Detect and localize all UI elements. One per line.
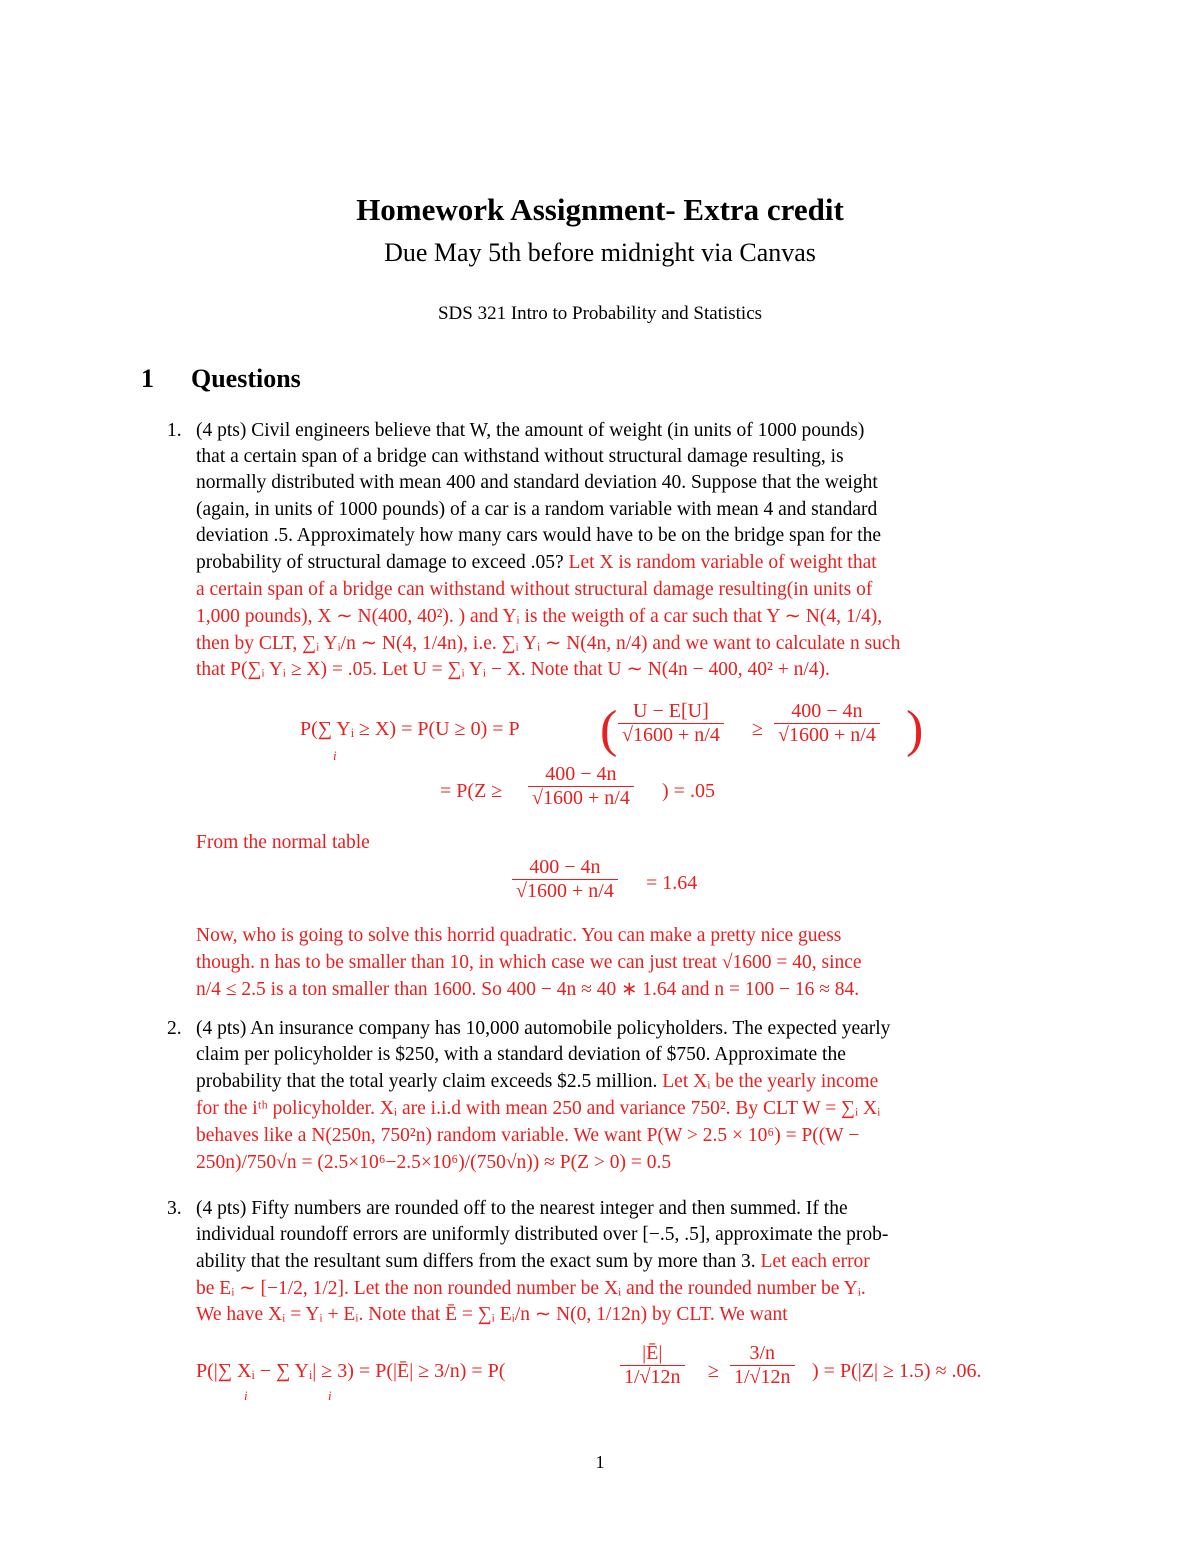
q3-answer-line-2: We have Xᵢ = Yᵢ + Eᵢ. Note that Ē = ∑ᵢ Eᵢ/n ∼ N(0, 1/12n) by CLT. We want <box>196 1304 788 1325</box>
q3-eq-fraction-2 <box>730 1342 795 1389</box>
course-name: SDS 321 Intro to Probability and Statistics <box>437 303 763 324</box>
q1-answer-start: Let X is random variable of weight that <box>563 552 877 573</box>
q3-eq-fraction-1 <box>620 1342 685 1389</box>
doc-subtitle: Due May 5th before midnight via Canvas <box>384 238 816 267</box>
q1-eq1-frac1-num: U − E[U] <box>618 700 724 724</box>
q1-line-6 <box>196 550 877 576</box>
q1-line-1: (4 pts) Civil engineers believe that W, the amount of weight (in units of 1000 pounds) <box>196 420 865 441</box>
q1-eq1-left: P(∑ Yᵢ ≥ X) = P(U ≥ 0) = P <box>300 718 520 740</box>
q2-answer-line-2: behaves like a N(250n, 750²n) random variable. We want P(W > 2.5 × 10⁶) = P((W − <box>196 1125 860 1146</box>
q3-eq-subscript-2: i <box>328 1388 332 1403</box>
q1-eq1-fraction-1 <box>618 700 724 747</box>
doc-title: Homework Assignment- Extra credit <box>356 192 844 227</box>
q1-line-3: normally distributed with mean 400 and standard deviation 40. Suppose that the weight <box>196 472 878 493</box>
q3-eq-frac1-num: |Ē| <box>620 1342 685 1366</box>
q3-number: 3. <box>167 1198 182 1219</box>
q1-eq2-frac-num: 400 − 4n <box>528 763 634 787</box>
q3-eq-frac1-den: 1/√12n <box>624 1366 681 1388</box>
q2-number: 2. <box>167 1018 182 1039</box>
q1-eq1-left-paren: ( <box>600 701 618 758</box>
q1-eq1-ge: ≥ <box>752 718 763 740</box>
q1-number: 1. <box>167 420 182 441</box>
q3-eq-subscript-1: i <box>244 1388 248 1403</box>
page-number: 1 <box>595 1452 605 1472</box>
q1-eq2-frac-den: √1600 + n/4 <box>532 787 630 809</box>
q2-answer-start: Let Xᵢ be the yearly income <box>657 1071 879 1092</box>
q3-line-2: individual roundoff errors are uniformly distributed over [−.5, .5], approximate the prob- <box>196 1224 889 1245</box>
q3-eq-frac2-num: 3/n <box>730 1342 795 1366</box>
q1-answer-line-4: that P(∑ᵢ Yᵢ ≥ X) = .05. Let U = ∑ᵢ Yᵢ − X. Note that U ∼ N(4n − 400, 40² + n/4). <box>196 659 830 680</box>
q3-eq-frac2-den: 1/√12n <box>734 1366 791 1388</box>
q3-answer-line-1: be Eᵢ ∼ [−1/2, 1/2]. Let the non rounded number be Xᵢ and the rounded number be Yᵢ. <box>196 1278 866 1299</box>
q1-eq1-frac1-den: √1600 + n/4 <box>622 724 720 746</box>
q1-eq3-den: √1600 + n/4 <box>516 880 614 902</box>
q3-line-3 <box>196 1249 870 1275</box>
q1-final-line-3: n/4 ≤ 2.5 is a ton smaller than 1600. So 400 − 4n ≈ 40 ∗ 1.64 and n = 100 − 16 ≈ 84. <box>196 979 860 1000</box>
q3-answer-start: Let each error <box>755 1251 870 1272</box>
q1-final-line-2: though. n has to be smaller than 10, in which case we can just treat √1600 = 40, since <box>196 952 862 973</box>
q2-answer-line-3: 250n)/750√n = (2.5×10⁶−2.5×10⁶)/(750√n)) ≈ P(Z > 0) = 0.5 <box>196 1152 672 1173</box>
section-number: 1 <box>141 364 154 393</box>
q1-eq2-left: = P(Z ≥ <box>440 780 503 802</box>
q1-line-5: deviation .5. Approximately how many cars would have to be on the bridge span for the <box>196 525 882 546</box>
q2-answer-line-1: for the iᵗʰ policyholder. Xᵢ are i.i.d with mean 250 and variance 750². By CLT W = ∑ᵢ Xᵢ <box>196 1098 881 1119</box>
q1-eq3-right: = 1.64 <box>646 872 698 894</box>
q1-normal-table-text: From the normal table <box>196 832 370 853</box>
q1-eq2-right: ) = .05 <box>662 780 715 802</box>
q3-eq-ge: ≥ <box>708 1360 719 1382</box>
q1-line-4: (again, in units of 1000 pounds) of a car is a random variable with mean 4 and standard <box>196 499 878 520</box>
q1-question-end: probability of structural damage to exceed .05? <box>196 552 564 573</box>
q1-answer-line-2: 1,000 pounds), X ∼ N(400, 40²). ) and Yᵢ is the weigth of a car such that Y ∼ N(4, 1/4), <box>196 606 883 627</box>
q1-eq1-subscript: i <box>333 748 337 763</box>
q1-line-2: that a certain span of a bridge can withstand without structural damage resulting, is <box>196 446 844 467</box>
q3-question-end: ability that the resultant sum differs from the exact sum by more than 3. <box>196 1251 756 1272</box>
q1-eq1-fraction-2 <box>774 700 880 747</box>
q2-line-2: claim per policyholder is $250, with a standard deviation of $750. Approximate the <box>196 1044 846 1065</box>
q1-final-line-1: Now, who is going to solve this horrid quadratic. You can make a pretty nice guess <box>196 925 842 946</box>
q1-eq1-right-paren: ) <box>906 701 924 758</box>
q3-eq-right: ) = P(|Z| ≥ 1.5) ≈ .06. <box>812 1360 982 1382</box>
q2-line-1: (4 pts) An insurance company has 10,000 automobile policyholders. The expected yearly <box>196 1018 891 1039</box>
q2-question-end: probability that the total yearly claim exceeds $2.5 million. <box>196 1071 658 1092</box>
q1-eq1-frac2-den: √1600 + n/4 <box>778 724 876 746</box>
q1-answer-line-3: then by CLT, ∑ᵢ Yᵢ/n ∼ N(4, 1/4n), i.e. ∑ᵢ Yᵢ ∼ N(4n, n/4) and we want to calculate n such <box>196 633 901 654</box>
q1-answer-line-1: a certain span of a bridge can withstand without structural damage resulting(in units of <box>196 579 873 600</box>
q1-eq2-fraction <box>528 763 634 810</box>
q1-eq1-frac2-num: 400 − 4n <box>774 700 880 724</box>
q1-eq3-num: 400 − 4n <box>512 856 618 880</box>
q3-eq-left: P(|∑ Xᵢ − ∑ Yᵢ| ≥ 3) = P(|Ē| ≥ 3/n) = P( <box>196 1360 506 1382</box>
q3-line-1: (4 pts) Fifty numbers are rounded off to the nearest integer and then summed. If the <box>196 1198 848 1219</box>
q2-line-3 <box>196 1069 878 1095</box>
section-title: Questions <box>191 364 301 393</box>
q1-eq3-fraction <box>512 856 618 903</box>
